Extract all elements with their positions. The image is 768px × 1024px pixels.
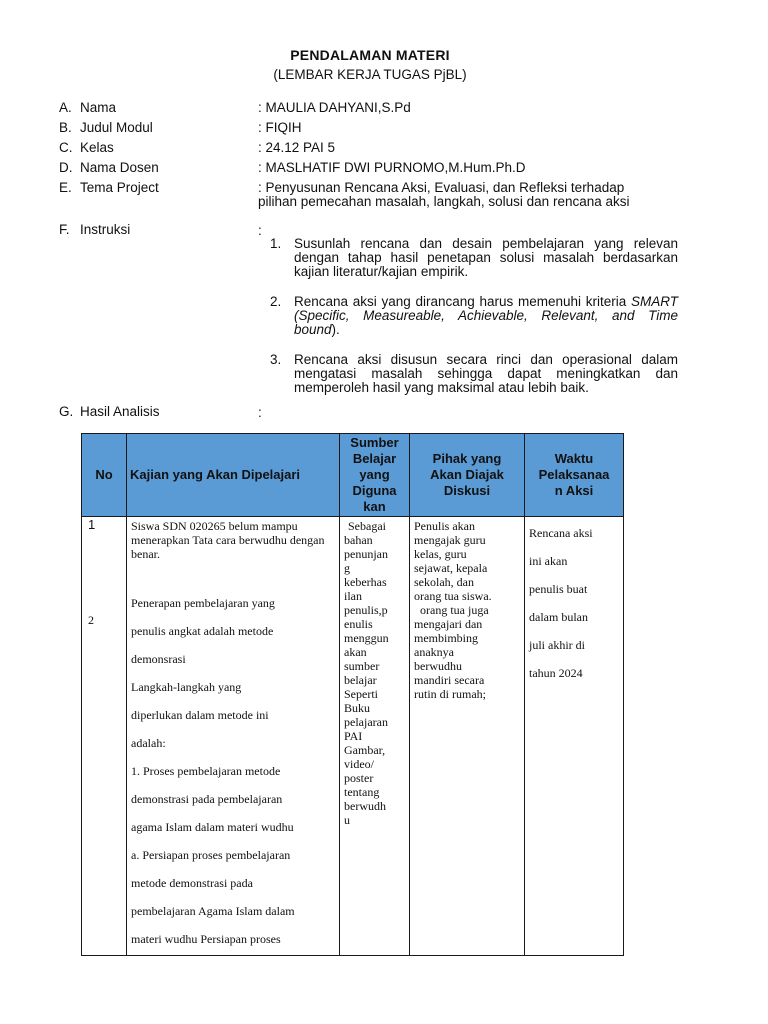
table-row: [82, 517, 624, 956]
table-header-row: [82, 434, 624, 517]
header-sumber: Sumber Belajar yang Diguna kan: [340, 434, 410, 517]
header-waktu: Waktu Pelaksanaa n Aksi: [525, 434, 624, 517]
row-number-2: 2: [88, 613, 94, 627]
instruction-item: 3. Rencana aksi disusun secara rinci dan operasional dalam mengatasi masalah sehingga dapat meningkatkan dan memperoleh hasil yang maksimal atau lebih baik.: [270, 352, 678, 395]
hasil-analisis-colon: :: [258, 405, 262, 420]
cell-no: [82, 517, 127, 956]
header-kajian: Kajian yang Akan Dipelajari: [127, 434, 340, 517]
cell-sumber: Sebagai bahan penunjan g keberhas ilan penulis,p enulis menggun akan sumber belajar Seperti Buku pelajaran PAI Gambar, video/ poster tentang berwudh u: [340, 517, 410, 956]
cell-kajian: Siswa SDN 020265 belum mampu menerapkan Tata cara berwudhu dengan benar. Penerapan pembelajaran yang penulis angkat adalah metode demonsrasi Langkah-langkah yang diperlukan dalam metode ini adalah: 1. Proses pembelajaran metode demonstrasi pada pembelajaran agama Islam dalam materi wudhu a. Persiapan proses pembelajaran metode demonstrasi pada pembelajaran Agama Islam dalam materi wudhu Persiapan proses: [127, 517, 340, 956]
instruction-item: 2. Rencana aksi yang dirancang harus memenuhi kriteria SMART (Specific, Measureable, Achievable, Relevant, and Time bound).: [270, 294, 678, 337]
hasil-analisis-table: [81, 433, 624, 956]
tema-project-value: : Penyusunan Rencana Aksi, Evaluasi, dan Refleksi terhadap pilihan pemecahan masalah, langkah, solusi dan rencana aksi: [258, 180, 630, 209]
row-number-1: 1: [88, 517, 96, 532]
document-subtitle: (LEMBAR KERJA TUGAS PjBL): [273, 67, 467, 82]
document-page: PENDALAMAN MATERI (LEMBAR KERJA TUGAS PjBL) A. Nama : MAULIA DAHYANI,S.Pd B. Judul Modul : FIQIH C. Kelas : 24.12 PAI 5 D. Nama Dosen : MASLHATIF DWI PURNOMO,M.Hum.Ph.D E. Tema Project : Penyusunan Rencana Aksi, Evaluasi, dan Refleksi terhadap pilihan pemecahan masalah, langkah, solusi dan rencana aksi F. Instruksi : 1. Susunlah rencana dan desain pembelajaran yang relevan dengan tahap hasil penetapan solusi masalah berdasarkan kajian literatur/kajian empirik. 2. Rencana aksi yang dirancang harus memenuhi kriteria SMART (Specific, Measureable, Achievable, Relevant, and Time bound). 3. Rencana aksi disusun secara rinci dan operasional dalam mengatasi masalah sehingga dapat meningkatkan dan memperoleh hasil yang maksimal atau lebih baik. G. Hasil Analisis : No Kajian yang Akan Dipelajari Sumber Belajar yang Diguna kan Pihak yang Akan Diajak Diskusi Waktu Pelaksanaa n Aksi Siswa SDN 020265 belum mampu menerapkan Tata cara berwudhu dengan benar. Penerapan pembelajaran yang penulis angkat adalah metode demonsrasi Langkah-langkah yang diperlukan dalam metode ini adalah: 1. Proses pembelajaran metode demonstrasi pada pembelajaran agama Islam dalam materi wudhu a. Persiapan proses pembelajaran metode demonstrasi pada pembelajaran Agama Islam dalam materi wudhu Persiapan proses Sebagai bahan penunjan g keberhas ilan penulis,p enulis menggun akan sumber belajar Seperti Buku pelajaran PAI Gambar, video/ poster tentang berwudh u Penulis akan mengajak guru kelas, guru sejawat, kepala sekolah, dan orang tua siswa. orang tua juga mengajari dan membimbing anaknya berwudhu mandiri secara rutin di rumah; Rencana aksi ini akan penulis buat dalam bulan juli akhir di tahun 2024 1 2: [0, 0, 768, 1024]
cell-pihak: Penulis akan mengajak guru kelas, guru sejawat, kepala sekolah, dan orang tua siswa. orang tua juga mengajari dan membimbing anaknya berwudhu mandiri secara rutin di rumah;: [410, 517, 525, 956]
document-title: PENDALAMAN MATERI: [290, 47, 450, 63]
header-pihak: Pihak yang Akan Diajak Diskusi: [410, 434, 525, 517]
instruction-list: [270, 237, 678, 411]
instruksi-colon: :: [258, 223, 262, 238]
instruction-item: 1. Susunlah rencana dan desain pembelajaran yang relevan dengan tahap hasil penetapan solusi masalah berdasarkan kajian literatur/kajian empirik.: [270, 236, 678, 279]
cell-waktu: Rencana aksi ini akan penulis buat dalam bulan juli akhir di tahun 2024: [525, 517, 624, 956]
header-no: No: [82, 434, 127, 517]
